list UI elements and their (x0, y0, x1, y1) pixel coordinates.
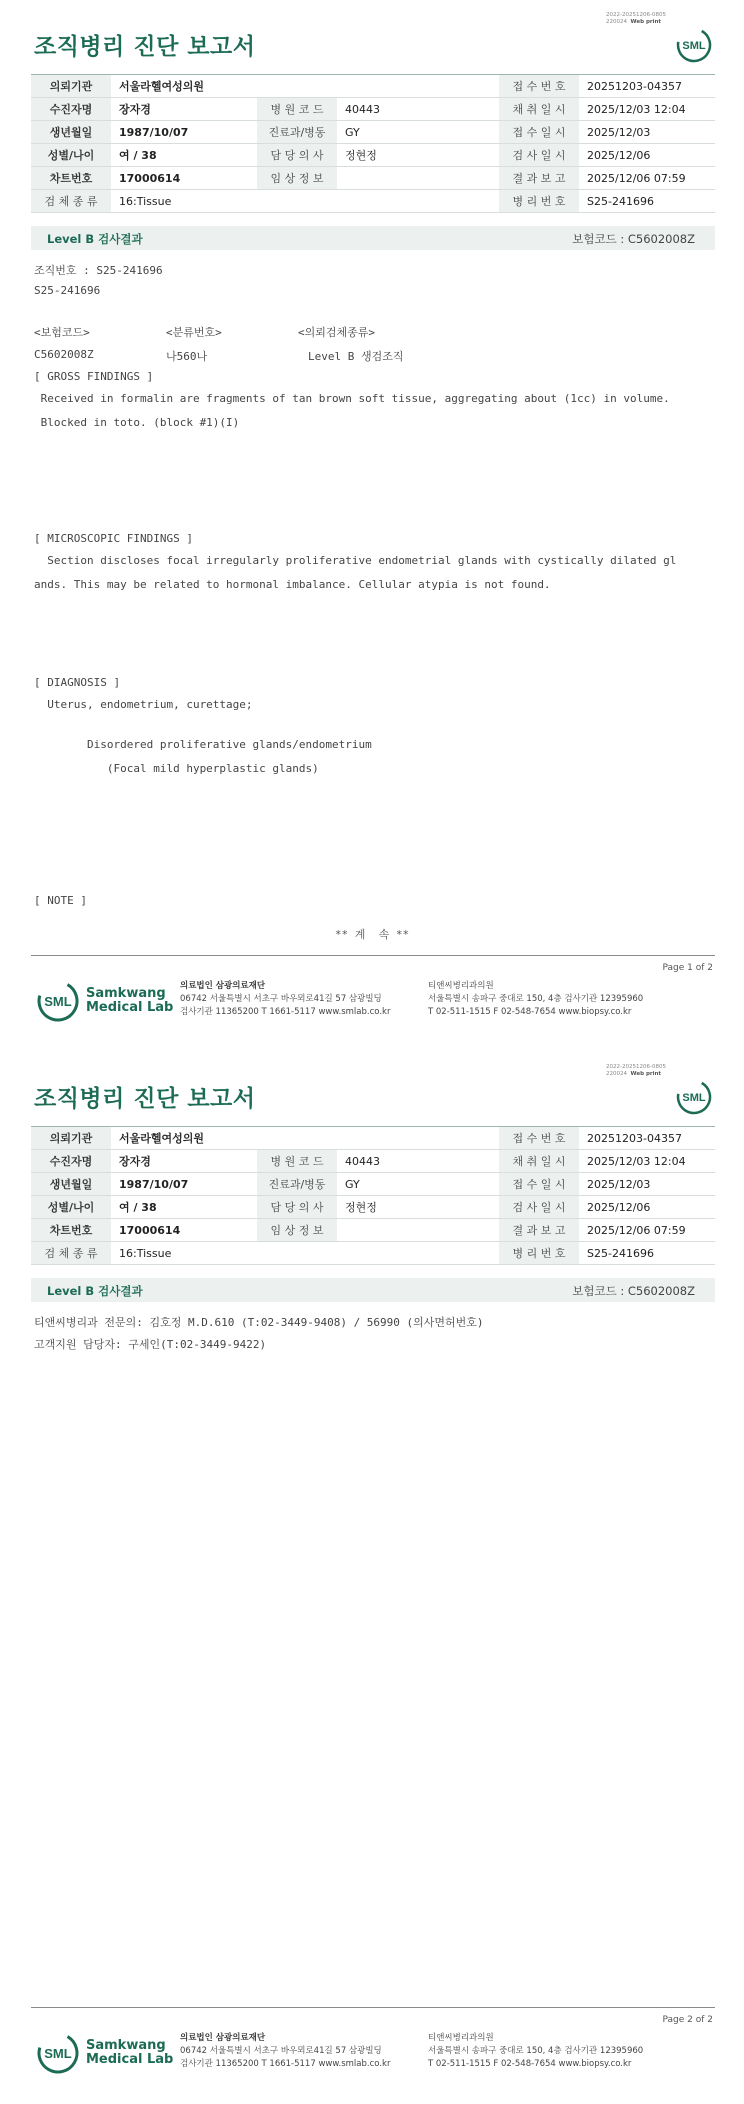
institution-label: 의뢰기관 (31, 1127, 111, 1150)
print-stamp: 2022-20251206-0805 220024 Web print (606, 12, 666, 25)
result-report-label: 결 과 보 고 (499, 167, 579, 190)
received-label: 접 수 일 시 (499, 1173, 579, 1196)
report-title: 조직병리 진단 보고서 (34, 1086, 256, 1112)
exam-date-value: 2025/12/06 (579, 1196, 715, 1219)
specimen-value: 16:Tissue (111, 1242, 499, 1265)
note-heading: [ NOTE ] (34, 894, 87, 907)
doctor-label: 담 당 의 사 (257, 1196, 337, 1219)
micro-line-1: Section discloses focal irregularly proliferative endometrial glands with cystically dilated gl (34, 554, 677, 567)
chart-value: 17000614 (111, 1219, 257, 1242)
result-label: Level B 검사결과 (47, 1284, 143, 1298)
sml-logo-icon (676, 27, 712, 63)
reg-no-label: 접 수 번 호 (499, 1127, 579, 1150)
lab-info: 의료법인 삼광의료재단 06742 서울특별시 서초구 바우뫼로41길 57 삼광빌딩 검사기관 11365200 T 1661-5117 www.smlab.co.kr (180, 2033, 391, 2069)
tissue-no-line: 조직번호 : S25-241696 (34, 264, 163, 277)
print-stamp: 2022-20251206-0805 220024 Web print (606, 1064, 666, 1077)
received-label: 접 수 일 시 (499, 121, 579, 144)
samkwang-logo-icon (36, 979, 80, 1023)
collection-time-label: 채 취 일 시 (499, 98, 579, 121)
exam-date-label: 검 사 일 시 (499, 144, 579, 167)
logo-text: SML (682, 1092, 706, 1104)
classification-header: <분류번호> (166, 326, 222, 339)
brand-name: Samkwang Medical Lab (86, 986, 174, 1015)
gross-heading: [ GROSS FINDINGS ] (34, 370, 154, 383)
footer-divider (31, 955, 715, 956)
reg-no-value: 20251203-04357 (579, 1127, 715, 1150)
pathology-no-value: S25-241696 (579, 1242, 715, 1265)
insurance-code: 보험코드 : C5602008Z (572, 1284, 695, 1298)
received-value: 2025/12/03 (579, 121, 715, 144)
institution-value: 서울라헬여성의원 (111, 1127, 499, 1150)
pathology-no-label: 병 리 번 호 (499, 190, 579, 213)
logo-text: SML (682, 40, 706, 52)
collector-value: 장자경 (111, 1150, 257, 1173)
diagnosis-line-1: Uterus, endometrium, curettage; (34, 698, 253, 711)
collection-time-label: 채 취 일 시 (499, 1150, 579, 1173)
micro-line-2: ands. This may be related to hormonal imbalance. Cellular atypia is not found. (34, 578, 551, 591)
institution-value: 서울라헬여성의원 (111, 75, 499, 98)
exam-date-value: 2025/12/06 (579, 144, 715, 167)
continued-marker: ** 계 속 ** (334, 928, 410, 941)
sex-age-label: 성별/나이 (31, 1196, 111, 1219)
result-header-bar (31, 1278, 715, 1302)
collection-time-value: 2025/12/03 12:04 (579, 98, 715, 121)
dept-label: 진료과/병동 (257, 121, 337, 144)
patient-info-table (31, 1126, 715, 1265)
partner-info: 티앤씨병리과의원 서울특별시 송파구 중대로 150, 4층 검사기관 12395960 T 02-511-1515 F 02-548-7654 www.biopsy.co.kr (428, 2033, 644, 2069)
sex-age-value: 여 / 38 (111, 144, 257, 167)
hospital-code-label: 병 원 코 드 (257, 1150, 337, 1173)
logo-text: SML (44, 994, 72, 1009)
exam-date-label: 검 사 일 시 (499, 1196, 579, 1219)
clinical-label: 임 상 정 보 (257, 167, 337, 190)
page-number: Page 1 of 2 (662, 963, 713, 973)
gross-line-1: Received in formalin are fragments of tan brown soft tissue, aggregating about (1cc) in volume. (34, 392, 670, 405)
pathologist-line: 티앤씨병리과 전문의: 김호정 M.D.610 (T:02-3449-9408) / 56990 (의사면허번호) (34, 1316, 484, 1329)
report-page-2 (0, 1052, 744, 2104)
report-title: 조직병리 진단 보고서 (34, 34, 256, 60)
collector-label: 수진자명 (31, 1150, 111, 1173)
diagnosis-heading: [ DIAGNOSIS ] (34, 676, 121, 689)
samkwang-logo-icon (36, 2031, 80, 2075)
clinical-label: 임 상 정 보 (257, 1219, 337, 1242)
result-label: Level B 검사결과 (47, 232, 143, 246)
collector-value: 장자경 (111, 98, 257, 121)
collection-time-value: 2025/12/03 12:04 (579, 1150, 715, 1173)
institution-label: 의뢰기관 (31, 75, 111, 98)
chart-label: 차트번호 (31, 1219, 111, 1242)
hospital-code-label: 병 원 코 드 (257, 98, 337, 121)
specimen-label: 검 체 종 류 (31, 1242, 111, 1265)
diagnosis-line-5: (Focal mild hyperplastic glands) (34, 762, 319, 775)
pathology-no-label: 병 리 번 호 (499, 1242, 579, 1265)
insurance-code-value: C5602008Z (34, 348, 94, 361)
sex-age-label: 성별/나이 (31, 144, 111, 167)
tissue-no: S25-241696 (34, 284, 101, 297)
result-header-bar (31, 226, 715, 250)
specimen-type-value: Level B 생검조직 (308, 350, 404, 363)
logo-text: SML (44, 2046, 72, 2061)
doctor-value: 정현정 (337, 1196, 499, 1219)
collector-label: 수진자명 (31, 98, 111, 121)
diagnosis-line-4: Disordered proliferative glands/endometrium (34, 738, 372, 751)
support-contact-line: 고객지원 담당자: 구세인(T:02-3449-9422) (34, 1338, 267, 1351)
birth-value: 1987/10/07 (111, 1173, 257, 1196)
page-number: Page 2 of 2 (662, 2015, 713, 2025)
dept-label: 진료과/병동 (257, 1173, 337, 1196)
reg-no-label: 접 수 번 호 (499, 75, 579, 98)
received-value: 2025/12/03 (579, 1173, 715, 1196)
doctor-value: 정현정 (337, 144, 499, 167)
birth-value: 1987/10/07 (111, 121, 257, 144)
dept-value: GY (337, 121, 499, 144)
reg-no-value: 20251203-04357 (579, 75, 715, 98)
patient-info-table (31, 74, 715, 213)
footer-divider (31, 2007, 715, 2008)
result-report-value: 2025/12/06 07:59 (579, 167, 715, 190)
doctor-label: 담 당 의 사 (257, 144, 337, 167)
brand-name: Samkwang Medical Lab (86, 2038, 174, 2067)
clinical-value (337, 167, 499, 190)
specimen-value: 16:Tissue (111, 190, 499, 213)
result-report-label: 결 과 보 고 (499, 1219, 579, 1242)
birth-label: 생년월일 (31, 121, 111, 144)
chart-value: 17000614 (111, 167, 257, 190)
birth-label: 생년월일 (31, 1173, 111, 1196)
classification-value: 나560나 (166, 350, 208, 363)
sex-age-value: 여 / 38 (111, 1196, 257, 1219)
micro-heading: [ MICROSCOPIC FINDINGS ] (34, 532, 193, 545)
insurance-code-header: <보험코드> (34, 326, 90, 339)
specimen-label: 검 체 종 류 (31, 190, 111, 213)
specimen-type-header: <의뢰검체종류> (298, 326, 376, 339)
lab-info: 의료법인 삼광의료재단 06742 서울특별시 서초구 바우뫼로41길 57 삼광빌딩 검사기관 11365200 T 1661-5117 www.smlab.co.kr (180, 981, 391, 1017)
result-report-value: 2025/12/06 07:59 (579, 1219, 715, 1242)
partner-info: 티앤씨병리과의원 서울특별시 송파구 중대로 150, 4층 검사기관 12395960 T 02-511-1515 F 02-548-7654 www.biopsy.co.kr (428, 981, 644, 1017)
gross-line-2: Blocked in toto. (block #1)(I) (34, 416, 240, 429)
hospital-code-value: 40443 (337, 1150, 499, 1173)
hospital-code-value: 40443 (337, 98, 499, 121)
insurance-code: 보험코드 : C5602008Z (572, 232, 695, 246)
sml-logo-icon (676, 1079, 712, 1115)
clinical-value (337, 1219, 499, 1242)
chart-label: 차트번호 (31, 167, 111, 190)
pathology-no-value: S25-241696 (579, 190, 715, 213)
dept-value: GY (337, 1173, 499, 1196)
